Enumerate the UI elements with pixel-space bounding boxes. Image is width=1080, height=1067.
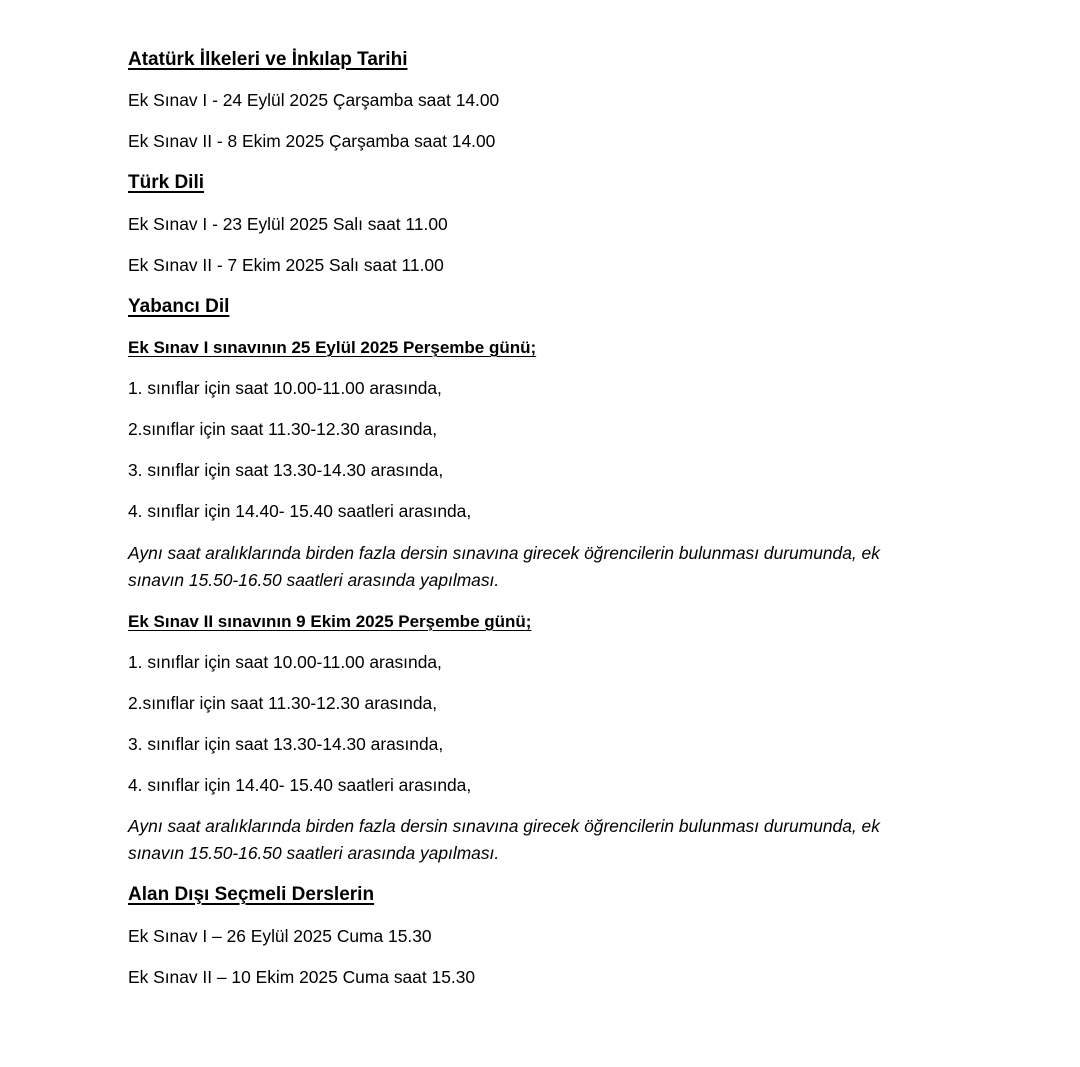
- exam-date-line: Ek Sınav I - 24 Eylül 2025 Çarşamba saat 14.00: [128, 90, 500, 111]
- section-turk-dili: [128, 169, 1028, 278]
- document-page: [128, 46, 1028, 1005]
- exam-session-2: [128, 608, 1028, 868]
- class-schedule-item: 4. sınıflar için 14.40- 15.40 saatleri arasında,: [128, 501, 472, 522]
- session-title: Ek Sınav II sınavının 9 Ekim 2025 Perşembe günü;: [128, 611, 532, 631]
- session-title: Ek Sınav I sınavının 25 Eylül 2025 Perşembe günü;: [128, 337, 537, 357]
- section-heading: Atatürk İlkeleri ve İnkılap Tarihi: [128, 49, 408, 70]
- class-schedule-item: 1. sınıflar için saat 10.00-11.00 arasında,: [128, 378, 442, 398]
- note-line: sınavın 15.50-16.50 saatleri arasında yapılması.: [128, 843, 500, 864]
- class-schedule-item: 3. sınıflar için saat 13.30-14.30 arasında,: [128, 734, 444, 754]
- exam-date-line: Ek Sınav I – 26 Eylül 2025 Cuma 15.30: [128, 925, 432, 946]
- exam-date-line: Ek Sınav I - 23 Eylül 2025 Salı saat 11.00: [128, 213, 448, 234]
- class-schedule-item: 1. sınıflar için saat 10.00-11.00 arasında,: [128, 651, 442, 672]
- class-schedule-item: 4. sınıflar için 14.40- 15.40 saatleri arasında,: [128, 775, 472, 796]
- exam-date-line: Ek Sınav II - 7 Ekim 2025 Salı saat 11.00: [128, 254, 444, 275]
- exam-date-line: Ek Sınav II - 8 Ekim 2025 Çarşamba saat 14.00: [128, 131, 496, 152]
- note-line: Aynı saat aralıklarında birden fazla dersin sınavına girecek öğrencilerin bulunması durumunda, ek: [128, 542, 880, 563]
- exam-session-1: [128, 334, 1028, 594]
- class-schedule-item: 2.sınıflar için saat 11.30-12.30 arasında,: [128, 692, 438, 713]
- note-line: sınavın 15.50-16.50 saatleri arasında yapılması.: [128, 569, 500, 590]
- class-schedule-item: 2.sınıflar için saat 11.30-12.30 arasında,: [128, 419, 438, 440]
- session-note: [128, 540, 1028, 594]
- section-ataturk-ilkeleri: [128, 46, 1028, 155]
- section-alan-disi-secmeli: [128, 881, 1028, 990]
- section-heading: Yabancı Dil: [128, 295, 230, 317]
- section-heading: Alan Dışı Seçmeli Derslerin: [128, 884, 375, 906]
- section-yabanci-dil: [128, 293, 1028, 868]
- note-line: Aynı saat aralıklarında birden fazla dersin sınavına girecek öğrencilerin bulunması durumunda, ek: [128, 816, 880, 837]
- section-heading: Türk Dili: [128, 172, 205, 194]
- session-note: [128, 813, 1028, 867]
- class-schedule-item: 3. sınıflar için saat 13.30-14.30 arasında,: [128, 460, 444, 481]
- exam-date-line: Ek Sınav II – 10 Ekim 2025 Cuma saat 15.30: [128, 966, 476, 987]
